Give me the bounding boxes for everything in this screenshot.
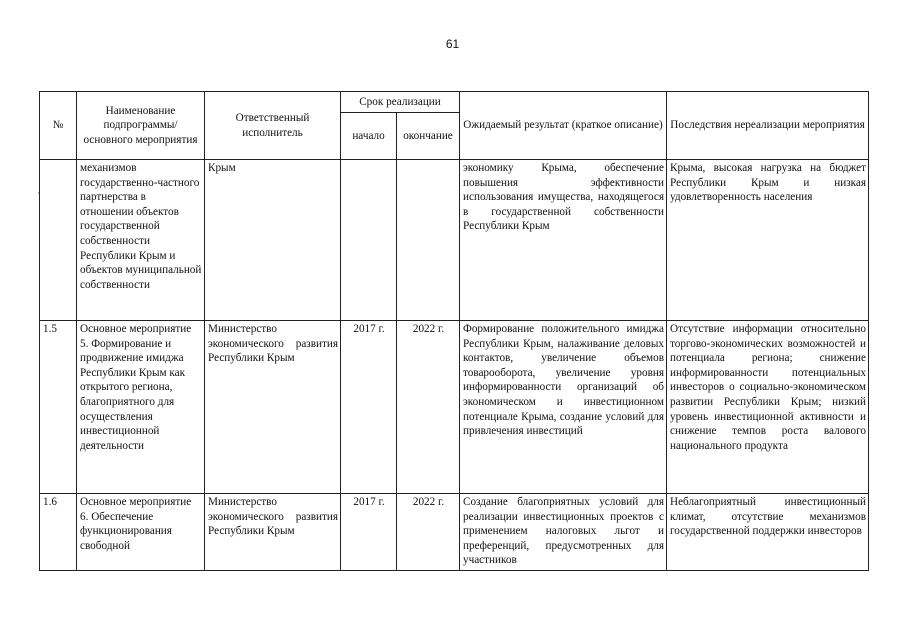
cell-result: Формирование положительного имиджа Республики Крым, налаживание деловых контактов, увеличение объемов товарооборота, увеличение уровня информированности организаций об экономическом и инвестиционном потенциале Крыма, создание условий для привлечения инвестиций <box>460 321 667 494</box>
cell-end <box>397 160 460 321</box>
header-responsible: Ответственный исполнитель <box>205 92 341 160</box>
cell-responsible: Министерство экономического развития Республики Крым <box>205 321 341 494</box>
header-num: № <box>40 92 77 160</box>
cell-consequences: Неблагоприятный инвестиционный климат, отсутствие механизмов государственной поддержки инвесторов <box>667 494 869 571</box>
table-header <box>40 92 869 160</box>
cell-name: Основное мероприятие 6. Обеспечение функционирования свободной <box>77 494 205 571</box>
cell-responsible: Крым <box>205 160 341 321</box>
cell-consequences: Отсутствие информации относительно торгово-экономических возможностей и потенциала региона; снижение информированности потенциальных инвесторов о социально-экономическом развитии Республики Крым; низкий уровень инвестиционной активности и снижение темпов роста валового национального продукта <box>667 321 869 494</box>
program-table <box>39 91 869 571</box>
table-row <box>40 321 869 494</box>
cell-start: 2017 г. <box>341 321 397 494</box>
cell-num <box>40 160 77 321</box>
cell-start <box>341 160 397 321</box>
header-consequences: Последствия нереализации мероприятия <box>667 92 869 160</box>
header-end: окончание <box>397 113 460 160</box>
cell-responsible: Министерство экономического развития Республики Крым <box>205 494 341 571</box>
margin-mark: ' <box>38 190 40 202</box>
header-start: начало <box>341 113 397 160</box>
cell-end: 2022 г. <box>397 321 460 494</box>
header-name: Наименование подпрограммы/ основного мероприятия <box>77 92 205 160</box>
table-row <box>40 494 869 571</box>
cell-num: 1.5 <box>40 321 77 494</box>
cell-consequences: Крыма, высокая нагрузка на бюджет Республики Крым и низкая удовлетворенность населения <box>667 160 869 321</box>
cell-end: 2022 г. <box>397 494 460 571</box>
cell-start: 2017 г. <box>341 494 397 571</box>
cell-num: 1.6 <box>40 494 77 571</box>
cell-name: механизмов государственно-частного партнерства в отношении объектов государственной собственности Республики Крым и объектов муниципальной собственности <box>77 160 205 321</box>
table-row <box>40 160 869 321</box>
cell-name: Основное мероприятие 5. Формирование и продвижение имиджа Республики Крым как открытого региона, благоприятного для осуществления инвестиционной деятельности <box>77 321 205 494</box>
page-number: 61 <box>445 37 460 51</box>
cell-result: Создание благоприятных условий для реализации инвестиционных проектов с применением налоговых льгот и преференций, предусмотренных для участников <box>460 494 667 571</box>
header-result: Ожидаемый результат (краткое описание) <box>460 92 667 160</box>
header-term: Срок реализации <box>341 92 460 113</box>
cell-result: экономику Крыма, обеспечение повышения эффективности использования имущества, находящегося в государственной собственности Республики Крым <box>460 160 667 321</box>
